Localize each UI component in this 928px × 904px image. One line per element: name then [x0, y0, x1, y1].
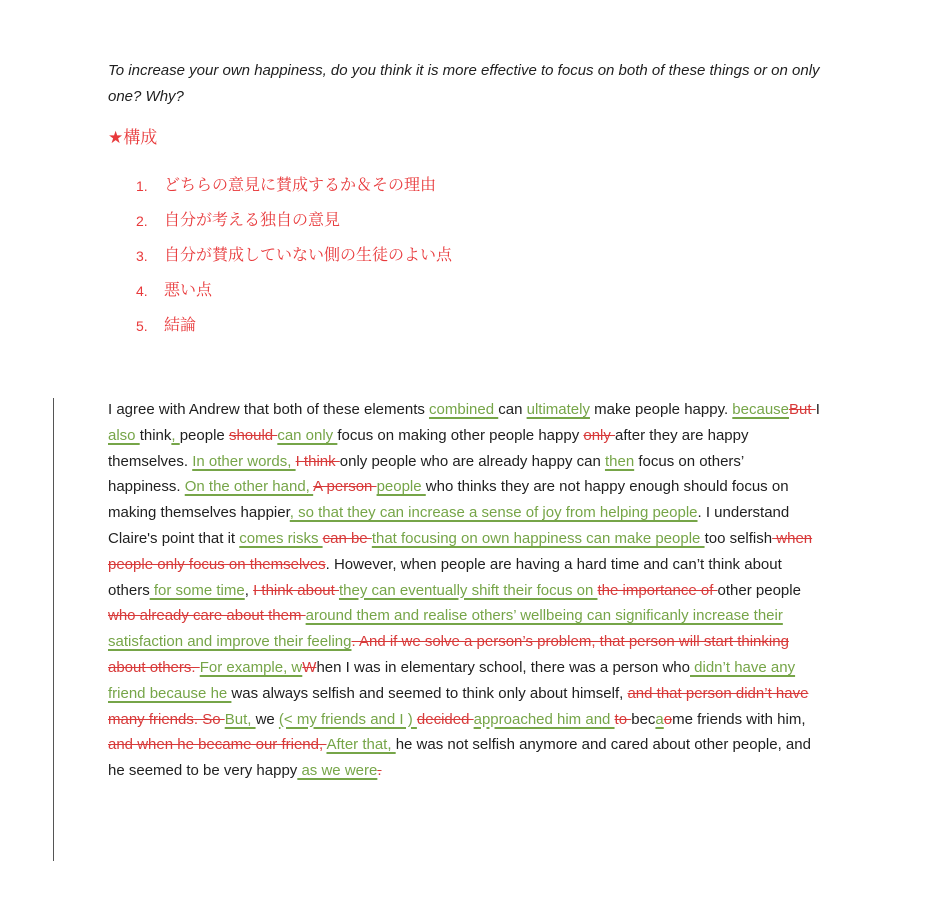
- tracked-deletion[interactable]: and when he became our friend,: [108, 736, 327, 754]
- tracked-insertion[interactable]: ultimately: [526, 401, 590, 418]
- structure-item-text: 自分が考える独自の意見: [164, 212, 341, 229]
- tracked-deletion[interactable]: .: [377, 762, 382, 780]
- tracked-insertion[interactable]: a: [655, 710, 664, 728]
- tracked-deletion[interactable]: . And if we solve a person’s problem, that person will start thinking about others.: [108, 633, 789, 676]
- tracked-insertion[interactable]: people: [376, 478, 426, 496]
- essay-body[interactable]: [108, 397, 820, 784]
- essay-text: me friends with him,: [672, 710, 806, 728]
- tracked-insertion[interactable]: ,: [171, 426, 180, 444]
- essay-text: I agree with Andrew that both of these elements: [108, 401, 430, 418]
- structure-item: [136, 172, 452, 207]
- essay-text: other people: [717, 581, 801, 599]
- tracked-insertion[interactable]: they can eventually shift their focus on: [338, 581, 598, 599]
- essay-text: ,: [244, 581, 254, 599]
- essay-text: who thinks they are not happy enough should focus on making themselves happier: [108, 478, 789, 522]
- essay-text: can: [498, 401, 527, 418]
- structure-item: [136, 242, 452, 277]
- tracked-insertion[interactable]: After that,: [326, 736, 396, 754]
- structure-item: [136, 207, 452, 242]
- essay-text: focus on making other people happy: [337, 426, 584, 444]
- tracked-deletion[interactable]: A person: [313, 478, 377, 496]
- tracked-insertion[interactable]: also: [108, 426, 140, 444]
- tracked-deletion[interactable]: can be: [322, 529, 372, 547]
- essay-text: after they are happy themselves.: [108, 426, 749, 470]
- tracked-insertion[interactable]: For example, w: [199, 658, 303, 676]
- tracked-deletion[interactable]: o: [663, 710, 673, 728]
- essay-text: . However, when people are having a hard time and can’t think about others: [108, 555, 782, 599]
- structure-list: [136, 172, 452, 347]
- essay-text: he was not selfish anymore and cared about other people, and he seemed to be very happy: [108, 736, 811, 780]
- tracked-insertion[interactable]: can only: [277, 426, 338, 444]
- tracked-insertion[interactable]: In other words,: [192, 452, 296, 470]
- structure-item-number: 2.: [136, 213, 148, 229]
- tracked-deletion[interactable]: the importance of: [597, 581, 718, 599]
- essay-text: only people who are already happy can: [339, 452, 605, 470]
- tracked-insertion[interactable]: , so that they can increase a sense of joy from helping people: [289, 504, 698, 522]
- track-changes-bar: [53, 398, 54, 861]
- tracked-insertion[interactable]: didn’t have any friend because he: [108, 658, 796, 702]
- tracked-insertion[interactable]: as we were: [297, 762, 378, 780]
- tracked-insertion[interactable]: But,: [224, 710, 256, 728]
- essay-text: think: [139, 426, 172, 444]
- tracked-insertion[interactable]: combined: [429, 401, 499, 418]
- structure-item-number: 4.: [136, 283, 148, 299]
- structure-item-text: どちらの意見に賛成するか＆その理由: [164, 177, 437, 194]
- tracked-insertion[interactable]: (< my friends and I ): [278, 710, 417, 728]
- tracked-insertion[interactable]: for some time: [149, 581, 245, 599]
- tracked-deletion[interactable]: But: [789, 401, 816, 418]
- tracked-insertion[interactable]: approached him and: [473, 710, 615, 728]
- tracked-deletion[interactable]: when people only focus on themselves: [108, 529, 813, 573]
- tracked-deletion[interactable]: should: [228, 426, 278, 444]
- tracked-deletion[interactable]: decided: [416, 710, 474, 728]
- essay-text: focus on others’ happiness.: [108, 452, 744, 496]
- structure-item-number: 3.: [136, 248, 148, 264]
- structure-heading: ★構成: [108, 128, 158, 147]
- tracked-deletion[interactable]: who already care about them: [108, 607, 306, 625]
- structure-item-text: 自分が賛成していない側の生徒のよい点: [164, 247, 453, 264]
- structure-item-number: 1.: [136, 178, 148, 194]
- essay-text: bec: [631, 710, 656, 728]
- tracked-deletion[interactable]: to: [614, 710, 632, 728]
- structure-item: [136, 277, 452, 312]
- essay-text: people: [179, 426, 229, 444]
- tracked-insertion[interactable]: On the other hand,: [184, 478, 314, 496]
- structure-item-number: 5.: [136, 318, 148, 334]
- tracked-deletion[interactable]: and that person didn’t have many friends. So: [108, 684, 809, 728]
- essay-text: we: [255, 710, 279, 728]
- tracked-insertion[interactable]: around them and realise others’ wellbeing can significanly increase their satisfaction and improve their feeling: [108, 607, 783, 651]
- essay-question: To increase your own happiness, do you think it is more effective to focus on both of these things or on only one? Why?: [108, 62, 820, 105]
- tracked-insertion[interactable]: then: [604, 452, 635, 470]
- tracked-insertion[interactable]: that focusing on own happiness can make people: [371, 529, 705, 547]
- essay-text: hen I was in elementary school, there was a person who: [316, 658, 690, 676]
- structure-item-text: 結論: [164, 317, 197, 334]
- structure-item-text: 悪い点: [164, 282, 213, 299]
- essay-text: too selfish: [704, 529, 773, 547]
- essay-text: I: [815, 401, 820, 418]
- essay-text: was always selfish and seemed to think only about himself,: [231, 684, 628, 702]
- tracked-insertion[interactable]: comes risks: [239, 529, 323, 547]
- tracked-deletion[interactable]: W: [302, 658, 317, 676]
- tracked-insertion[interactable]: because: [732, 401, 790, 418]
- structure-item: [136, 312, 452, 347]
- essay-text: . I understand Claire's point that it: [108, 504, 790, 547]
- tracked-deletion[interactable]: I think: [295, 452, 340, 470]
- essay-text: make people happy.: [589, 401, 733, 418]
- tracked-deletion[interactable]: I think about: [253, 581, 339, 599]
- tracked-deletion[interactable]: only: [583, 426, 616, 444]
